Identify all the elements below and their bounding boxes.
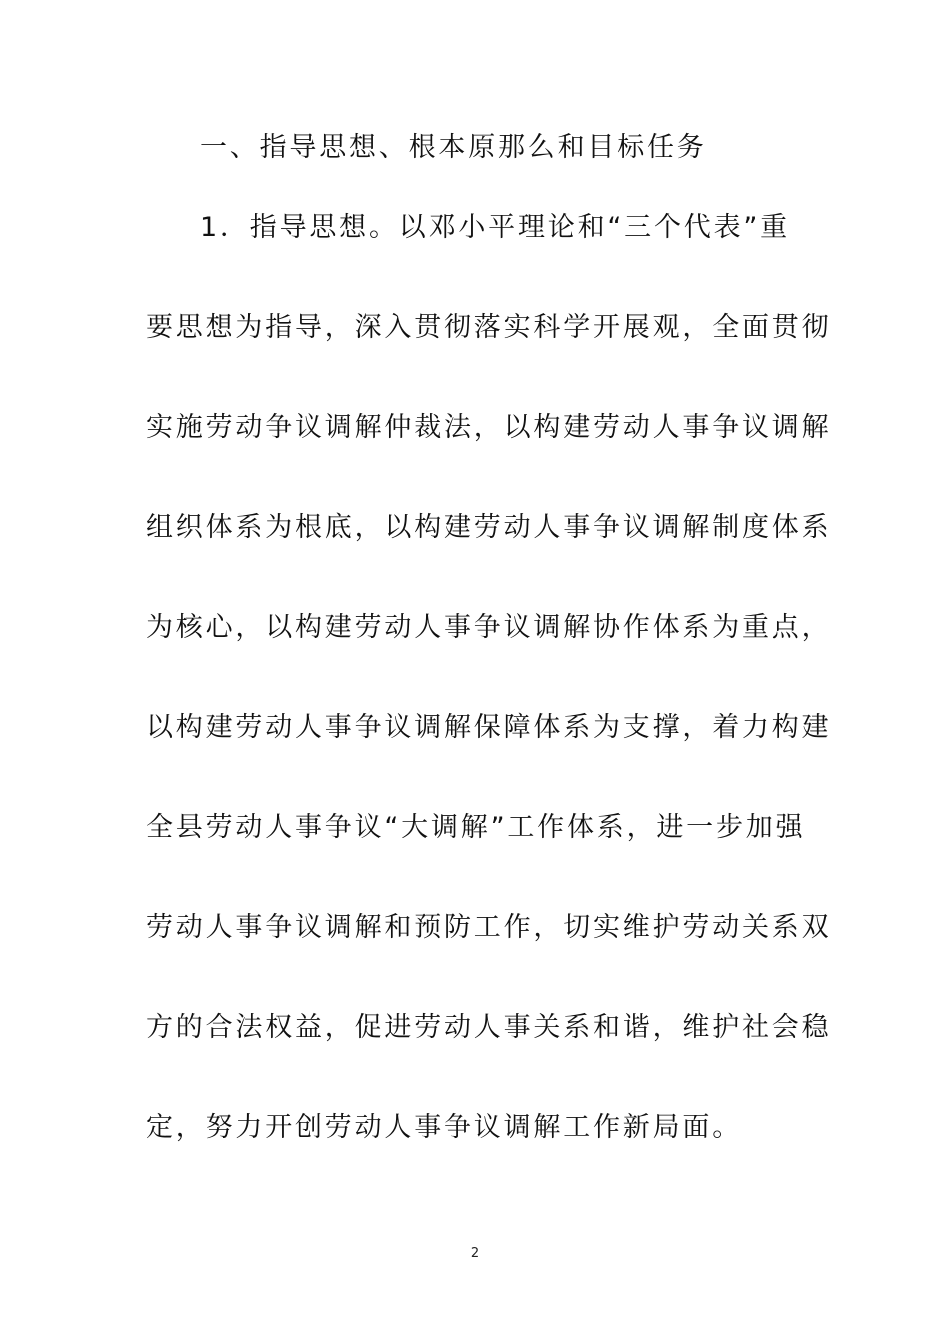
paragraph-line: 组织体系为根底，以构建劳动人事争议调解制度体系 [146,512,832,543]
page-number: 2 [470,1246,480,1261]
paragraph-line: 要思想为指导，深入贯彻落实科学开展观，全面贯彻 [146,312,832,343]
section-heading: 一、指导思想、根本原那么和目标任务 [200,132,707,163]
paragraph-line: 为核心，以构建劳动人事争议调解协作体系为重点， [146,612,832,643]
paragraph-line: 1．指导思想。以邓小平理论和“三个代表”重 [200,212,790,243]
paragraph-line: 以构建劳动人事争议调解保障体系为支撑，着力构建 [146,712,832,743]
paragraph-line: 方的合法权益，促进劳动人事关系和谐，维护社会稳 [146,1012,832,1043]
paragraph-line: 定，努力开创劳动人事争议调解工作新局面。 [146,1112,742,1143]
paragraph-line: 实施劳动争议调解仲裁法，以构建劳动人事争议调解 [146,412,832,443]
paragraph-line: 全县劳动人事争议“大调解”工作体系，进一步加强 [146,812,806,843]
paragraph-line: 劳动人事争议调解和预防工作，切实维护劳动关系双 [146,912,832,943]
